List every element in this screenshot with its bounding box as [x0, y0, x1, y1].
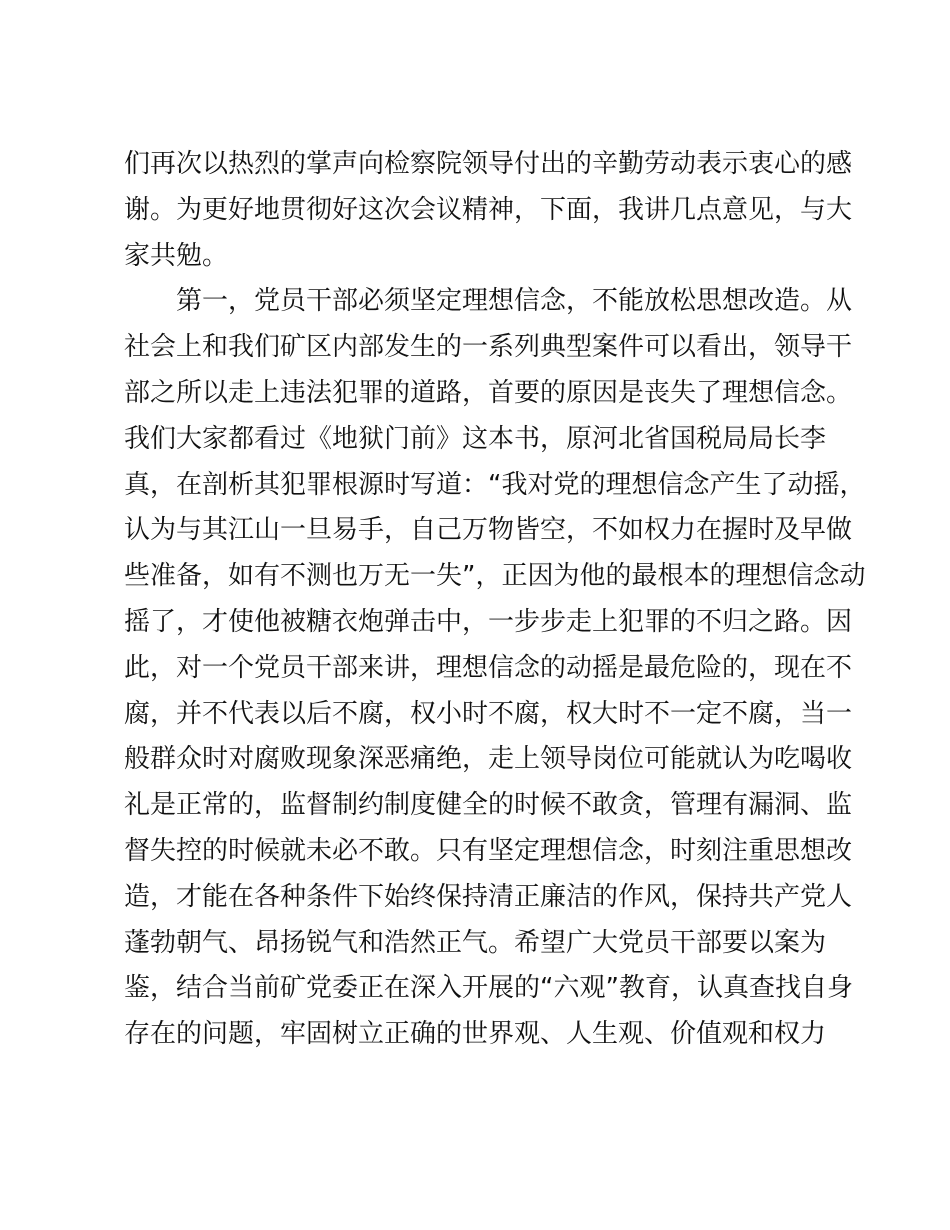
text-line: 鉴，结合当前矿党委正在深入开展的“六观”教育，认真查找自身	[124, 973, 853, 1004]
text-line: 们再次以热烈的掌声向检察院领导付出的辛勤劳动表示衷心的感	[124, 149, 853, 179]
text-line: 我们大家都看过《地狱门前》这本书，原河北省国税局局长李	[124, 423, 827, 454]
text-line: 般群众时对腐败现象深恶痛绝，走上领导岗位可能就认为吃喝收	[124, 744, 853, 775]
text-line: 认为与其江山一旦易手，自己万物皆空，不如权力在握时及早做	[124, 515, 853, 546]
text-line: 谢。为更好地贯彻好这次会议精神，下面，我讲几点意见，与大	[124, 194, 853, 225]
text-line: 存在的问题，牢固树立正确的世界观、人生观、价值观和权力	[124, 1019, 827, 1050]
text-line: 督失控的时候就未必不敢。只有坚定理想信念，时刻注重思想改	[124, 835, 853, 866]
text-line: 真，在剖析其犯罪根源时写道：“我对党的理想信念产生了动摇，	[124, 469, 866, 500]
text-line: 第一，党员干部必须坚定理想信念，不能放松思想改造。从	[124, 286, 853, 317]
text-line: 摇了，才使他被糖衣炮弹击中，一步步走上犯罪的不归之路。因	[124, 606, 853, 637]
text-line: 礼是正常的，监督制约制度健全的时候不敢贪，管理有漏洞、监	[124, 790, 853, 821]
text-line: 造，才能在各种条件下始终保持清正廉洁的作风，保持共产党人	[124, 881, 853, 912]
text-line: 部之所以走上违法犯罪的道路，首要的原因是丧失了理想信念。	[124, 377, 853, 408]
text-line: 腐，并不代表以后不腐，权小时不腐，权大时不一定不腐，当一	[124, 698, 853, 729]
text-line: 社会上和我们矿区内部发生的一系列典型案件可以看出，领导干	[124, 332, 853, 363]
text-line: 此，对一个党员干部来讲，理想信念的动摇是最危险的，现在不	[124, 652, 853, 683]
body-text	[124, 142, 866, 1058]
text-line: 蓬勃朝气、昂扬锐气和浩然正气。希望广大党员干部要以案为	[124, 927, 827, 958]
text-line: 家共勉。	[124, 240, 229, 271]
text-line: 些准备，如有不测也万无一失”，正因为他的最根本的理想信念动	[124, 561, 866, 592]
